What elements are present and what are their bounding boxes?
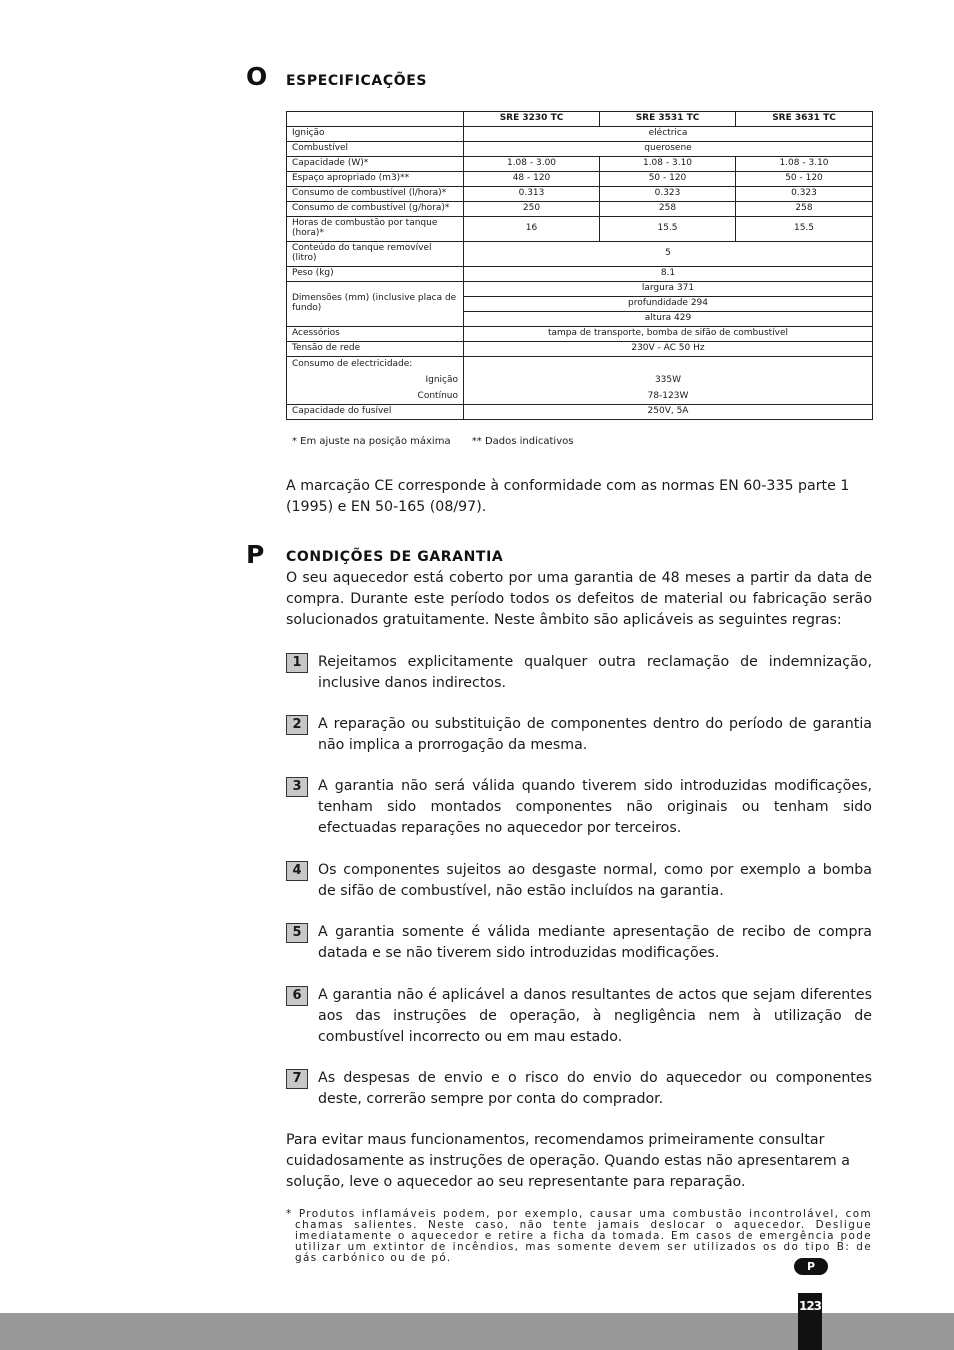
- row-value: 0.313: [464, 187, 600, 202]
- ignition-label: Ignição: [425, 374, 458, 385]
- row-value: 48 - 120: [464, 172, 600, 187]
- warranty-item: [286, 1068, 872, 1110]
- row-label: Consumo de combustível (l/hora)*: [287, 187, 464, 202]
- table-row: [287, 405, 873, 420]
- table-row: [287, 267, 873, 282]
- row-value: 1.08 - 3.10: [736, 157, 873, 172]
- row-label: Conteúdo do tanque removível (litro): [287, 242, 464, 267]
- table-header-row: [287, 112, 873, 127]
- row-value: 15.5: [736, 217, 873, 242]
- row-value: 230V - AC 50 Hz: [464, 342, 873, 357]
- warranty-item: [286, 714, 872, 756]
- warranty-item: [286, 860, 872, 902]
- section-letter-p: P: [246, 540, 265, 569]
- row-label: Combustível: [287, 142, 464, 157]
- warranty-item: [286, 985, 872, 1048]
- row-value: 16: [464, 217, 600, 242]
- item-number-box: 7: [286, 1069, 308, 1089]
- item-text: A reparação ou substituição de componentes dentro do período de garantia não implica a prorrogação da mesma.: [318, 716, 872, 753]
- row-value: 258: [600, 202, 736, 217]
- row-value: 1.08 - 3.10: [600, 157, 736, 172]
- item-text: A garantia não será válida quando tiverem sido introduzidas modificações, tenham sido montados componentes não originais ou tenham sido efectuadas reparações no aquecedor por terceiros.: [318, 778, 872, 836]
- table-row: [287, 282, 873, 297]
- electricity-label: Consumo de electricidade:: [292, 359, 413, 369]
- row-value: 50 - 120: [600, 172, 736, 187]
- table-row: [287, 202, 873, 217]
- row-value: 0.323: [600, 187, 736, 202]
- item-number-box: 3: [286, 777, 308, 797]
- row-label: Peso (kg): [287, 267, 464, 282]
- row-value: 258: [736, 202, 873, 217]
- row-value: 5: [464, 242, 873, 267]
- table-row: [287, 342, 873, 357]
- row-value: 15.5: [600, 217, 736, 242]
- item-text: As despesas de envio e o risco do envio do aquecedor ou componentes deste, correrão sempre por conta do comprador.: [318, 1070, 872, 1107]
- warranty-item: [286, 922, 872, 964]
- table-row: [287, 217, 873, 242]
- row-value: largura 371: [464, 282, 873, 297]
- section-letter-o: O: [246, 62, 268, 91]
- table-row: [287, 187, 873, 202]
- row-value: tampa de transporte, bomba de sifão de combustível: [464, 327, 873, 342]
- note-max-setting: * Em ajuste na posição máxima: [292, 436, 451, 447]
- row-label: Dimensões (mm) (inclusive placa de fundo): [287, 282, 464, 327]
- row-label: Ignição: [287, 127, 464, 142]
- row-value: querosene: [464, 142, 873, 157]
- item-number-box: 2: [286, 715, 308, 735]
- table-row: [287, 127, 873, 142]
- row-label-electricity: [287, 357, 464, 405]
- row-value: 1.08 - 3.00: [464, 157, 600, 172]
- table-notes: [292, 436, 591, 447]
- item-text: Os componentes sujeitos ao desgaste normal, como por exemplo a bomba de sifão de combustível, não estão incluídos na garantia.: [318, 862, 872, 899]
- row-value: 8.1: [464, 267, 873, 282]
- item-number-box: 5: [286, 923, 308, 943]
- closing-paragraph: Para evitar maus funcionamentos, recomendamos primeiramente consultar cuidadosamente as instruções de operação. Quando estas não apresentarem a solução, leve o aquecedor ao seu representante para reparação.: [286, 1132, 850, 1190]
- row-value: 250: [464, 202, 600, 217]
- header-empty-cell: [287, 112, 464, 127]
- table-row: [287, 357, 873, 405]
- electricity-values: [464, 357, 873, 405]
- warranty-item: [286, 652, 872, 694]
- continuous-label: Contínuo: [417, 390, 458, 401]
- continuous-value: 78-123W: [647, 390, 689, 401]
- row-value: altura 429: [464, 312, 873, 327]
- row-label: Capacidade (W)*: [287, 157, 464, 172]
- table-row: [287, 157, 873, 172]
- item-text: A garantia somente é válida mediante apresentação de recibo de compra datada e se não tiverem sido introduzidas modificações.: [318, 924, 872, 961]
- item-text: Rejeitamos explicitamente qualquer outra reclamação de indemnização, inclusive danos indirectos.: [318, 654, 872, 691]
- specifications-table: [286, 111, 873, 420]
- table-row: [287, 327, 873, 342]
- row-value: 0.323: [736, 187, 873, 202]
- section-title-specifications: ESPECIFICAÇÕES: [286, 73, 428, 89]
- ignition-value: 335W: [654, 375, 682, 385]
- row-value: 50 - 120: [736, 172, 873, 187]
- note-indicative: ** Dados indicativos: [471, 436, 574, 447]
- row-label: Capacidade do fusível: [287, 405, 464, 420]
- item-number-box: 4: [286, 861, 308, 881]
- item-number-box: 1: [286, 653, 308, 673]
- row-label: Acessórios: [287, 327, 464, 342]
- row-value: eléctrica: [464, 127, 873, 142]
- model-header: SRE 3531 TC: [600, 112, 736, 127]
- table-row: [287, 242, 873, 267]
- ce-conformity-text: A marcação CE corresponde à conformidade com as normas EN 60-335 parte 1 (1995) e EN 50-165 (08/97).: [286, 478, 850, 515]
- table-row: [287, 142, 873, 157]
- row-label: Horas de combustão por tanque (hora)*: [287, 217, 464, 242]
- row-value: 250V, 5A: [464, 405, 873, 420]
- row-value: profundidade 294: [464, 297, 873, 312]
- table-row: [287, 172, 873, 187]
- row-label: Consumo de combustível (g/hora)*: [287, 202, 464, 217]
- section-title-warranty: CONDIÇÕES DE GARANTIA: [286, 549, 504, 565]
- page-number: 123: [798, 1293, 822, 1350]
- model-header: SRE 3230 TC: [464, 112, 600, 127]
- row-label: Tensão de rede: [287, 342, 464, 357]
- item-number-box: 6: [286, 986, 308, 1006]
- item-text: A garantia não é aplicável a danos resultantes de actos que sejam diferentes aos das instruções de operação, à negligência nem à utilização de combustível incorrecto ou em mau estado.: [318, 987, 872, 1045]
- warranty-item: [286, 776, 872, 839]
- model-header: SRE 3631 TC: [736, 112, 873, 127]
- footnote: * Produtos inflamáveis podem, por exemplo, causar uma combustão incontrolável, com chamas salientes. Neste caso, não tente jamais deslocar o aquecedor. Desligue imediatamente o aquecedor e retire a ficha da tomada. Em casos de emergência pode utilizar um extintor de incêndios, mas somente devem ser utilizados os do tipo B: de gás carbónico ou de pó.: [286, 1208, 872, 1264]
- row-label: Espaço apropriado (m3)**: [287, 172, 464, 187]
- warranty-intro: O seu aquecedor está coberto por uma garantia de 48 meses a partir da data de compra. Durante este período todos os defeitos de material ou fabricação serão solucionados gratuitamente. Neste âmbito são aplicáveis as seguintes regras:: [286, 570, 872, 628]
- language-badge: P: [794, 1258, 828, 1275]
